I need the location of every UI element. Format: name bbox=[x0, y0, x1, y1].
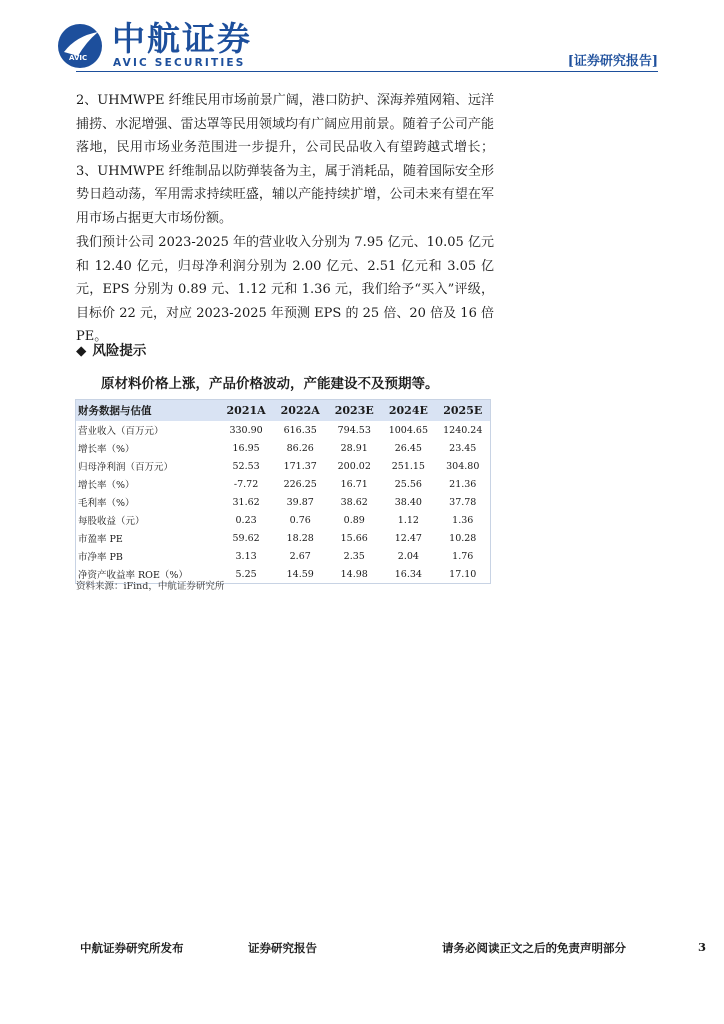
table-cell: 1.12 bbox=[381, 511, 435, 529]
footer-publisher: 中航证券研究所发布 bbox=[80, 941, 184, 955]
report-type-label: [证券研究报告] bbox=[567, 54, 658, 69]
body-paragraph-outlook: 2、UHMWPE 纤维民用市场前景广阔，港口防护、深海养殖网箱、远洋捕捞、水泥增强、雷达罩等民用领域均有广阔应用前景。随着子公司产能落地，民用市场业务范围进一步提升，公司民品收入有望跨越式增长；3、UHMWPE 纤维制品以防弹装备为主，属于消耗品，随着国际安全形势日趋动荡，军用需求持续旺盛，辅以产能持续扩增，公司未来有望在军用市场占据更大市场份额。 bbox=[76, 93, 494, 226]
table-cell: 38.40 bbox=[394, 496, 422, 508]
table-row bbox=[76, 493, 491, 511]
table-row bbox=[76, 511, 491, 529]
avic-logo-icon bbox=[56, 22, 104, 70]
risk-heading-text: 风险提示 bbox=[92, 343, 147, 359]
row-label: 增长率（%） bbox=[76, 475, 220, 493]
svg-text:AVIC: AVIC bbox=[69, 54, 88, 62]
table-cell: 10.28 bbox=[449, 532, 477, 544]
table-cell: 2.67 bbox=[273, 547, 327, 565]
year-header: 2021A bbox=[219, 400, 273, 422]
diamond-bullet-icon: ◆ bbox=[76, 343, 87, 359]
table-cell: 16.95 bbox=[219, 439, 273, 457]
year-header: 2023E bbox=[327, 400, 381, 422]
table-cell: 12.47 bbox=[394, 532, 422, 544]
table-cell: 18.28 bbox=[286, 532, 314, 544]
table-cell: 226.25 bbox=[273, 475, 327, 493]
table-source-note: 资料来源：iFind，中航证券研究所 bbox=[76, 581, 225, 592]
page-header bbox=[0, 0, 724, 80]
table-cell: 16.71 bbox=[327, 475, 381, 493]
table-cell: 251.15 bbox=[391, 460, 425, 472]
table-cell: 200.02 bbox=[337, 460, 371, 472]
table-cell: 1240.24 bbox=[443, 424, 483, 436]
row-label: 毛利率（%） bbox=[78, 498, 135, 509]
table-cell: 52.53 bbox=[232, 460, 260, 472]
footer-report-type: 证券研究报告 bbox=[248, 941, 317, 955]
logo-chinese-name: 中航证券 bbox=[112, 19, 252, 58]
page-number: 3 bbox=[698, 940, 707, 954]
risk-heading bbox=[76, 339, 146, 359]
table-cell: 0.89 bbox=[327, 511, 381, 529]
row-label: 增长率（%） bbox=[76, 439, 220, 457]
row-label: 市净率 PB bbox=[76, 547, 220, 565]
table-row bbox=[76, 421, 491, 439]
table-header-row bbox=[76, 400, 491, 422]
table-cell: 23.45 bbox=[436, 439, 491, 457]
table-row bbox=[76, 547, 491, 565]
year-header: 2024E bbox=[381, 400, 435, 422]
table-cell: 1004.65 bbox=[388, 424, 429, 436]
table-cell: 171.37 bbox=[283, 460, 317, 472]
table-row bbox=[76, 475, 491, 493]
table-cell: 28.91 bbox=[327, 439, 381, 457]
table-cell: 330.90 bbox=[229, 424, 263, 436]
row-label: 市盈率 PE bbox=[78, 534, 123, 545]
table-cell: 86.26 bbox=[273, 439, 327, 457]
table-cell: 1.76 bbox=[436, 547, 491, 565]
table-row bbox=[76, 439, 491, 457]
financial-table bbox=[75, 399, 491, 584]
year-header: 2025E bbox=[436, 400, 491, 422]
table-cell: 38.62 bbox=[340, 496, 368, 508]
year-header: 2022A bbox=[273, 400, 327, 422]
table-cell: 794.53 bbox=[337, 424, 371, 436]
table-cell: 0.23 bbox=[219, 511, 273, 529]
table-cell: 37.78 bbox=[449, 496, 477, 508]
table-cell: 14.59 bbox=[286, 568, 314, 580]
table-cell: 17.10 bbox=[449, 568, 477, 580]
table-cell: 59.62 bbox=[232, 532, 260, 544]
table-cell: -7.72 bbox=[219, 475, 273, 493]
table-cell: 3.13 bbox=[219, 547, 273, 565]
table-cell: 5.25 bbox=[235, 568, 257, 580]
table-cell: 39.87 bbox=[286, 496, 314, 508]
row-label: 营业收入（百万元） bbox=[78, 426, 164, 437]
table-cell: 2.35 bbox=[327, 547, 381, 565]
table-cell: 15.66 bbox=[340, 532, 368, 544]
table-cell: 2.04 bbox=[381, 547, 435, 565]
header-divider bbox=[76, 71, 658, 72]
table-row bbox=[76, 457, 491, 475]
table-row bbox=[76, 529, 491, 547]
row-label: 净资产收益率 ROE（%） bbox=[78, 570, 188, 581]
table-cell: 31.62 bbox=[232, 496, 260, 508]
table-cell: 25.56 bbox=[381, 475, 435, 493]
table-cell: 616.35 bbox=[283, 424, 317, 436]
row-label: 归母净利润（百万元） bbox=[78, 462, 174, 473]
table-cell: 0.76 bbox=[273, 511, 327, 529]
table-cell: 1.36 bbox=[436, 511, 491, 529]
body-paragraph-forecast: 我们预计公司 2023-2025 年的营业收入分别为 7.95 亿元、10.05 亿元和 12.40 亿元，归母净利润分别为 2.00 亿元、2.51 亿元和 3.05 亿元，EPS 分别为 0.89 元、1.12 元和 1.36 元，我们给予“买入”评级，目标价 22 元，对应 2023-2025 年预测 EPS 的 25 倍、20 倍及 16 倍 PE。 bbox=[76, 235, 494, 345]
table-cell: 304.80 bbox=[446, 460, 480, 472]
risk-text: 原材料价格上涨，产品价格波动，产能建设不及预期等。 bbox=[101, 376, 439, 392]
logo-english-name: AVIC SECURITIES bbox=[113, 57, 246, 69]
table-cell: 16.34 bbox=[394, 568, 422, 580]
table-cell: 26.45 bbox=[381, 439, 435, 457]
table-cell: 14.98 bbox=[340, 568, 368, 580]
footer-disclaimer: 请务必阅读正文之后的免责声明部分 bbox=[442, 941, 626, 955]
table-cell: 21.36 bbox=[436, 475, 491, 493]
table-title: 财务数据与估值 bbox=[76, 400, 220, 422]
row-label: 每股收益（元） bbox=[76, 511, 220, 529]
